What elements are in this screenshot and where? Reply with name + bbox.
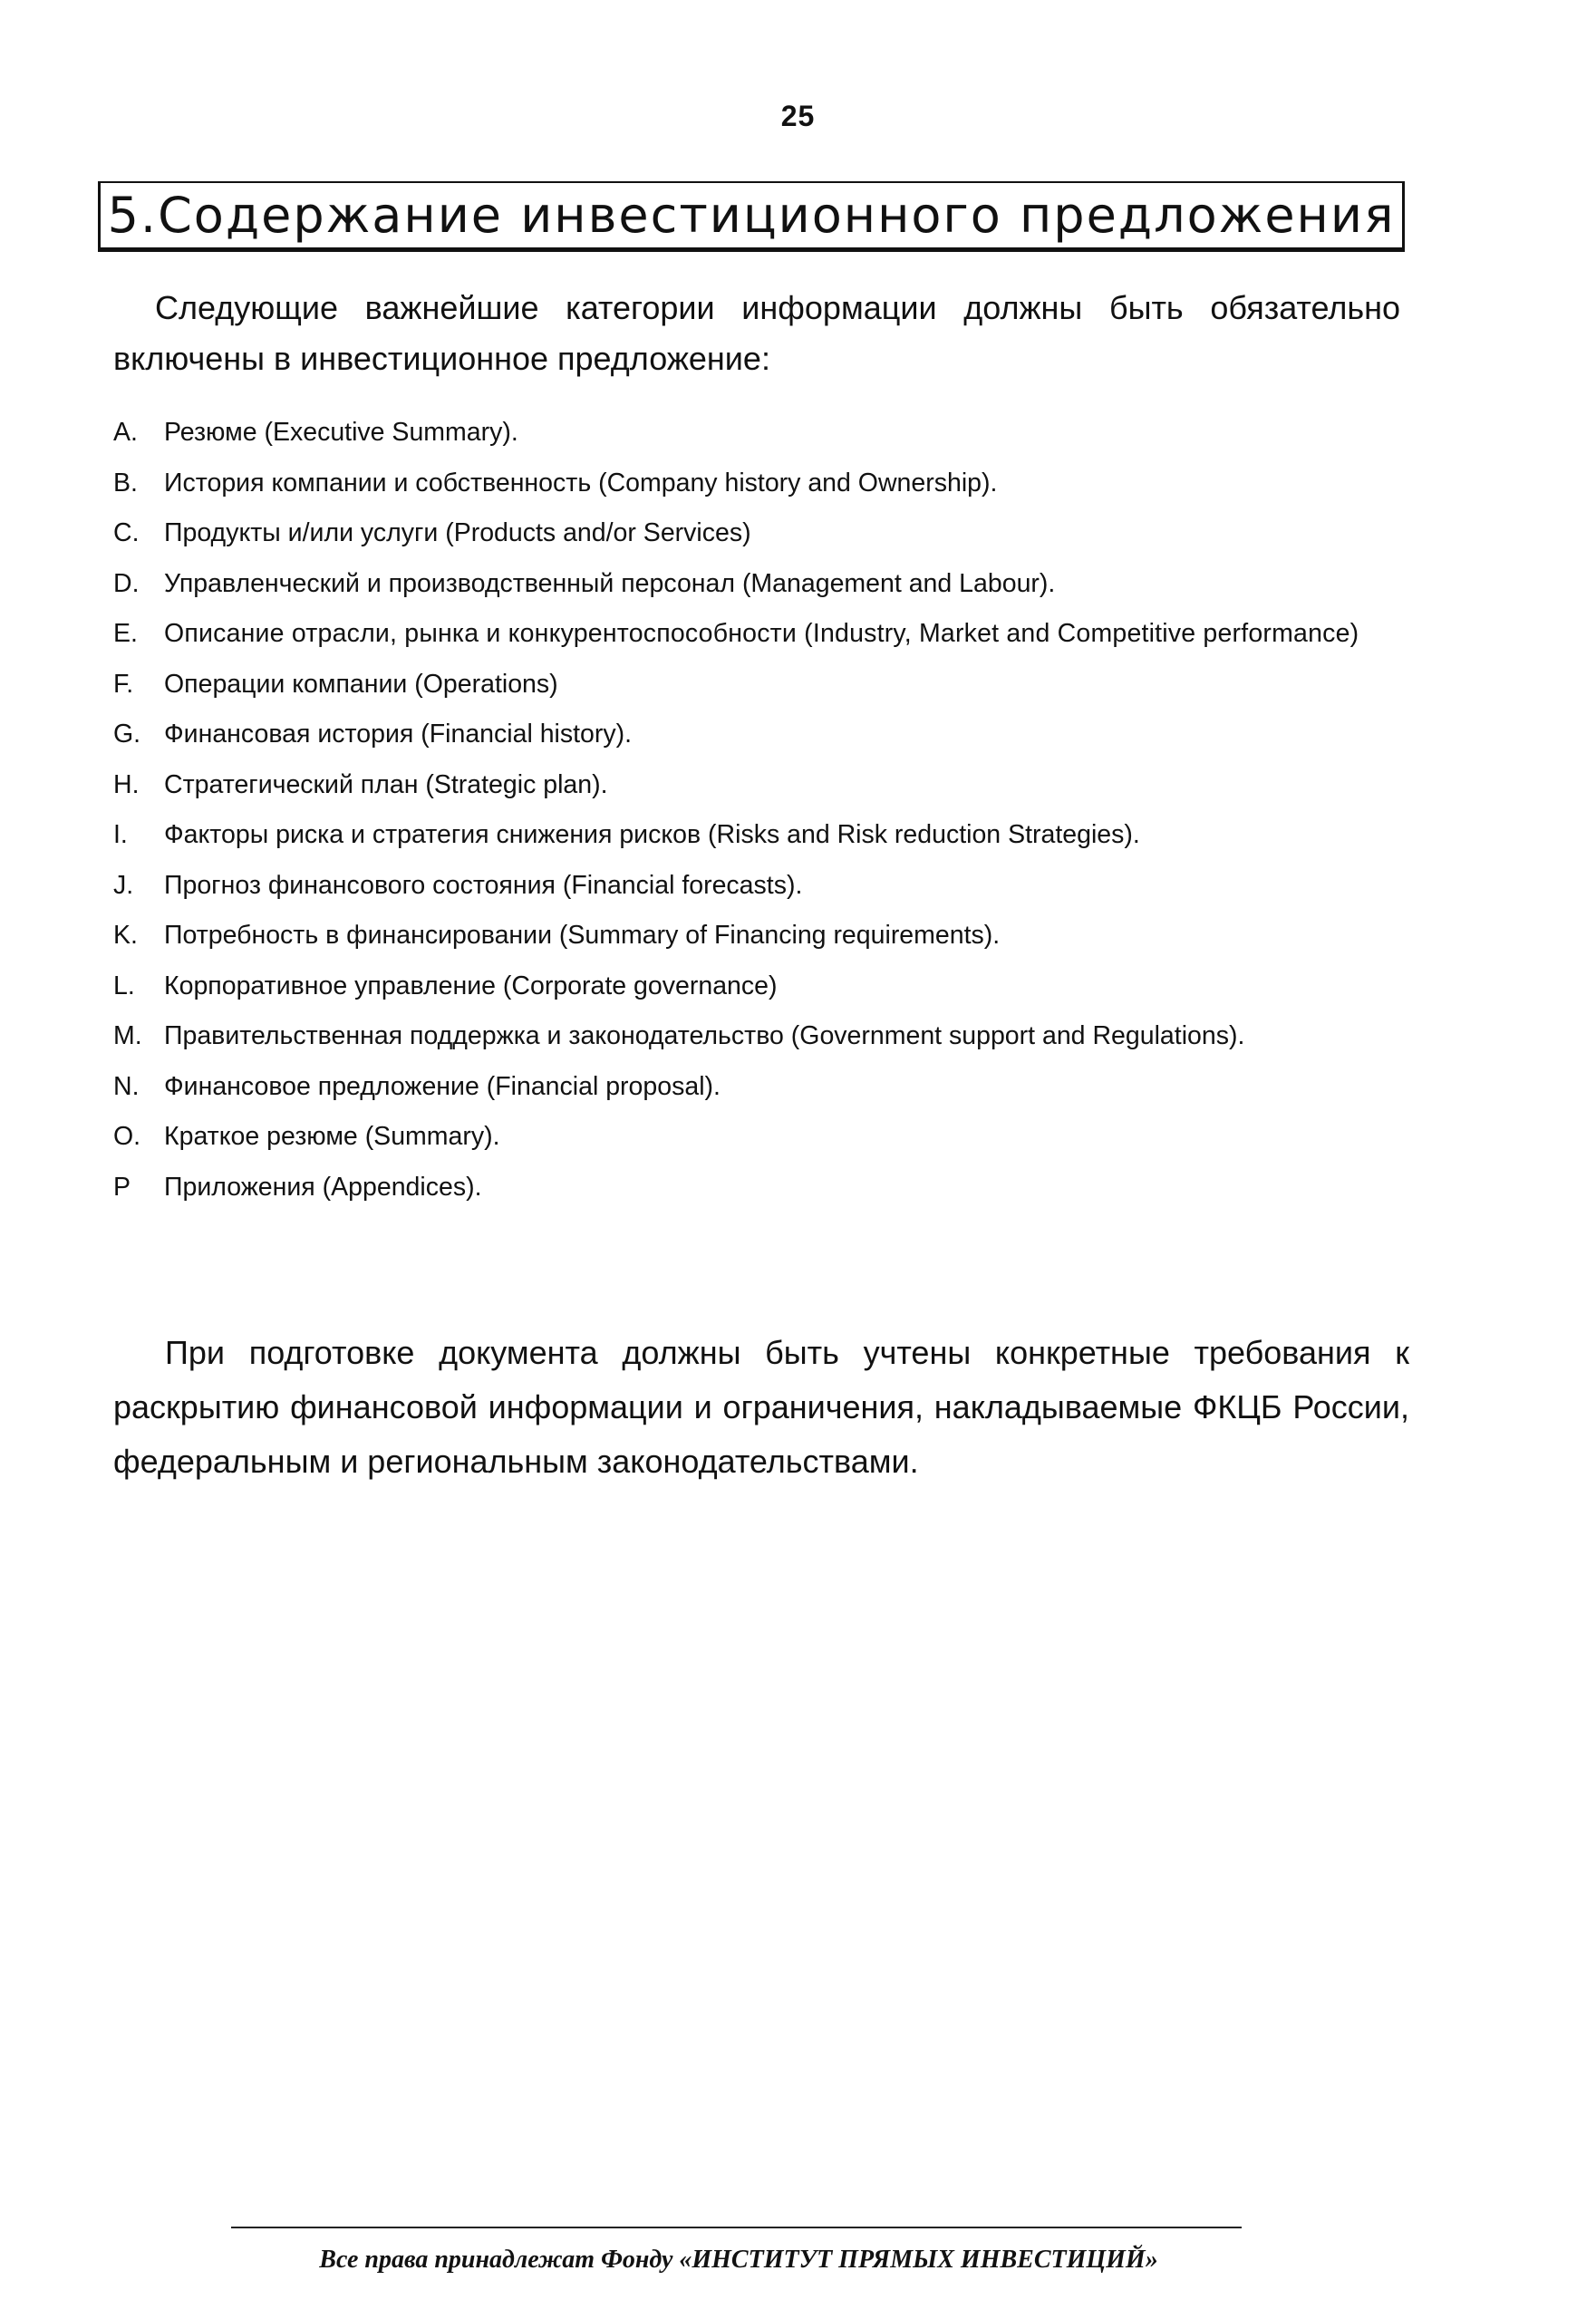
list-item xyxy=(113,810,1409,861)
intro-paragraph: Следующие важнейшие категории информации должны быть обязательно включены в инвестиционное предложение: xyxy=(113,289,1400,377)
list-item-letter: I. xyxy=(113,820,128,849)
page-number: 25 xyxy=(780,100,816,132)
list-item-text: Потребность в финансировании (Summary of Financing requirements). xyxy=(164,921,1001,950)
list-item xyxy=(113,660,1409,710)
list-item-text: Финансовое предложение (Financial proposal). xyxy=(164,1071,721,1101)
list-item-letter: P xyxy=(113,1172,131,1202)
list-item-letter: M. xyxy=(113,1021,142,1050)
list-item xyxy=(113,710,1409,760)
list-item xyxy=(113,1011,1409,1062)
list-item-letter: N. xyxy=(113,1071,140,1101)
list-item-letter: F. xyxy=(113,669,134,699)
list-item-text: Операции компании (Operations) xyxy=(164,669,558,699)
list-item-text: Приложения (Appendices). xyxy=(164,1172,482,1202)
list-item-letter: L. xyxy=(113,971,135,1000)
list-item-letter: O. xyxy=(113,1122,141,1151)
list-item-text: Стратегический план (Strategic plan). xyxy=(164,769,608,799)
footer-copyright: Все права принадлежат Фонду «ИНСТИТУТ ПРЯМЫХ ИНВЕСТИЦИЙ» xyxy=(319,2246,1158,2274)
list-item xyxy=(113,559,1409,610)
list-item-text: Продукты и/или услуги (Products and/or Services) xyxy=(164,518,751,547)
list-item xyxy=(113,1163,1409,1213)
list-item xyxy=(113,459,1409,509)
list-item-letter: C. xyxy=(113,518,140,547)
list-item-text: Управленческий и производственный персонал (Management and Labour). xyxy=(164,568,1056,598)
closing-paragraph: При подготовке документа должны быть учтены конкретные требования к раскрытию финансовой информации и ограничения, накладываемые ФКЦБ России, федеральным и региональным законодательствами. xyxy=(113,1334,1409,1480)
list-item-text: Финансовая история (Financial history). xyxy=(164,720,633,749)
list-item-letter: K. xyxy=(113,921,138,950)
list-item-letter: E. xyxy=(113,619,138,648)
list-item-letter: D. xyxy=(113,568,140,598)
list-item-letter: G. xyxy=(113,720,141,749)
footer-rule xyxy=(231,2227,1242,2228)
list-item xyxy=(113,508,1409,559)
list-item xyxy=(113,408,1409,459)
list-item xyxy=(113,609,1409,660)
list-item-letter: B. xyxy=(113,468,138,498)
list-item xyxy=(113,961,1409,1012)
list-item xyxy=(113,760,1409,811)
list-item-letter: A. xyxy=(113,418,138,447)
list-item-text: Корпоративное управление (Corporate governance) xyxy=(164,971,778,1000)
list-item-text: Резюме (Executive Summary). xyxy=(164,418,518,447)
list-item xyxy=(113,1112,1409,1163)
list-item-text: Краткое резюме (Summary). xyxy=(164,1122,500,1151)
list-item-text: История компании и собственность (Company history and Ownership). xyxy=(164,468,998,498)
list-item-letter: H. xyxy=(113,769,140,799)
section-title-box xyxy=(98,181,1405,252)
list-item-letter: J. xyxy=(113,870,134,900)
section-title: 5.Содержание инвестиционного предложения xyxy=(107,186,1396,244)
category-list xyxy=(113,408,1409,1213)
list-item-text: Описание отрасли, рынка и конкурентоспособности (Industry, Market and Competitive performance) xyxy=(164,619,1359,648)
list-item-text: Правительственная поддержка и законодательство (Government support and Regulations). xyxy=(164,1021,1245,1050)
list-item xyxy=(113,861,1409,912)
list-item xyxy=(113,911,1409,961)
list-item-text: Прогноз финансового состояния (Financial forecasts). xyxy=(164,870,803,900)
list-item-text: Факторы риска и стратегия снижения рисков (Risks and Risk reduction Strategies). xyxy=(164,820,1140,849)
list-item xyxy=(113,1062,1409,1113)
